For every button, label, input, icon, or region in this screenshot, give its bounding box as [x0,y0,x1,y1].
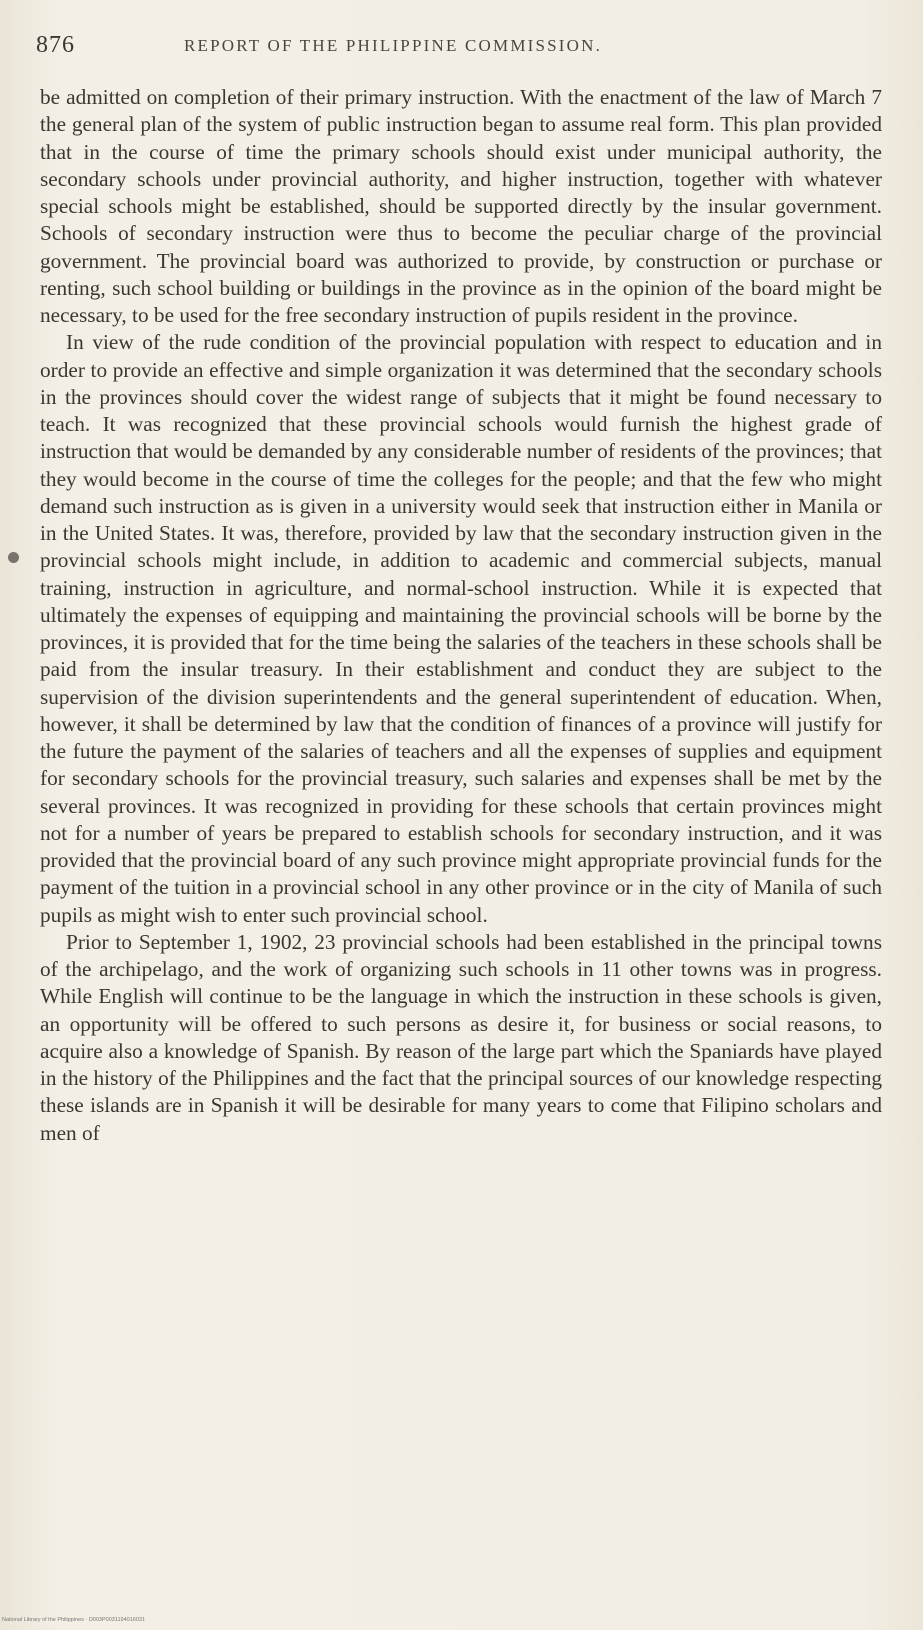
body-text [40,84,882,1147]
page-header [36,32,886,64]
paragraph-secondary-schools: In view of the rude condition of the provincial population with respect to education and in order to provide an effective and simple organization it was determined that the secondary schools in the provinces should cover the widest range of subjects that it might be found necessary to teach. It was recognized that these provincial schools would furnish the highest grade of instruction that would be demanded by any considerable number of residents of the provinces; that they would become in the course of time the colleges for the people; and that the few who might demand such instruction as is given in a university would seek that instruction either in Manila or in the United States. It was, therefore, provided by law that the secondary instruction given in the provincial schools might include, in addition to academic and commercial subjects, manual training, instruction in agriculture, and normal-school instruction. While it is expected that ultimately the expenses of equipping and maintaining the provincial schools will be borne by the provinces, it is provided that for the time being the salaries of the teachers in these schools shall be paid from the insular treasury. In their establishment and conduct they are subject to the supervision of the division superintendents and the general superintendent of education. When, however, it shall be determined by law that the condition of finances of a province will justify for the future the payment of the salaries of teachers and all the expenses of supplies and equipment for secondary schools for the provincial treasury, such salaries and expenses shall be met by the several provinces. It was recognized in providing for these schools that certain provinces might not for a number of years be prepared to establish schools for secondary instruction, and it was provided that the provincial board of any such province might appropriate provincial funds for the payment of the tuition in a provincial school in any other province or in the city of Manila of such pupils as might wish to enter such provincial school. [40,330,882,927]
margin-mark [8,552,19,563]
paragraph-continuation: be admitted on completion of their primary instruction. With the enactment of the law of March 7 the general plan of the system of public instruction began to assume real form. This plan provided that in the course of time the primary schools should exist under municipal authority, the secondary schools under provincial authority, and higher instruction, together with whatever special schools might be established, should be supported directly by the insular government. Schools of secondary instruction were thus to become the peculiar charge of the provincial government. The provincial board was authorized to provide, by construction or purchase or renting, such school building or buildings in the province as in the opinion of the board might be necessary, to be used for the free secondary instruction of pupils resident in the province. [40,85,882,327]
paragraph-provincial-schools: Prior to September 1, 1902, 23 provincial schools had been established in the principal towns of the archipelago, and the work of organizing such schools in 11 other towns was in progress. While English will continue to be the language in which the instruction in these schools is given, an opportunity will be offered to such persons as desire it, for business or social reasons, to acquire also a knowledge of Spanish. By reason of the large part which the Spaniards have played in the history of the Philippines and the fact that the principal sources of our knowledge respecting these islands are in Spanish it will be desirable for many years to come that Filipino scholars and men of [40,929,882,1145]
page-number: 876 [36,32,75,58]
scan-credit: National Library of the Philippines · D003P0031194016031 [2,1617,145,1623]
running-head: REPORT OF THE PHILIPPINE COMMISSION. [184,36,603,55]
